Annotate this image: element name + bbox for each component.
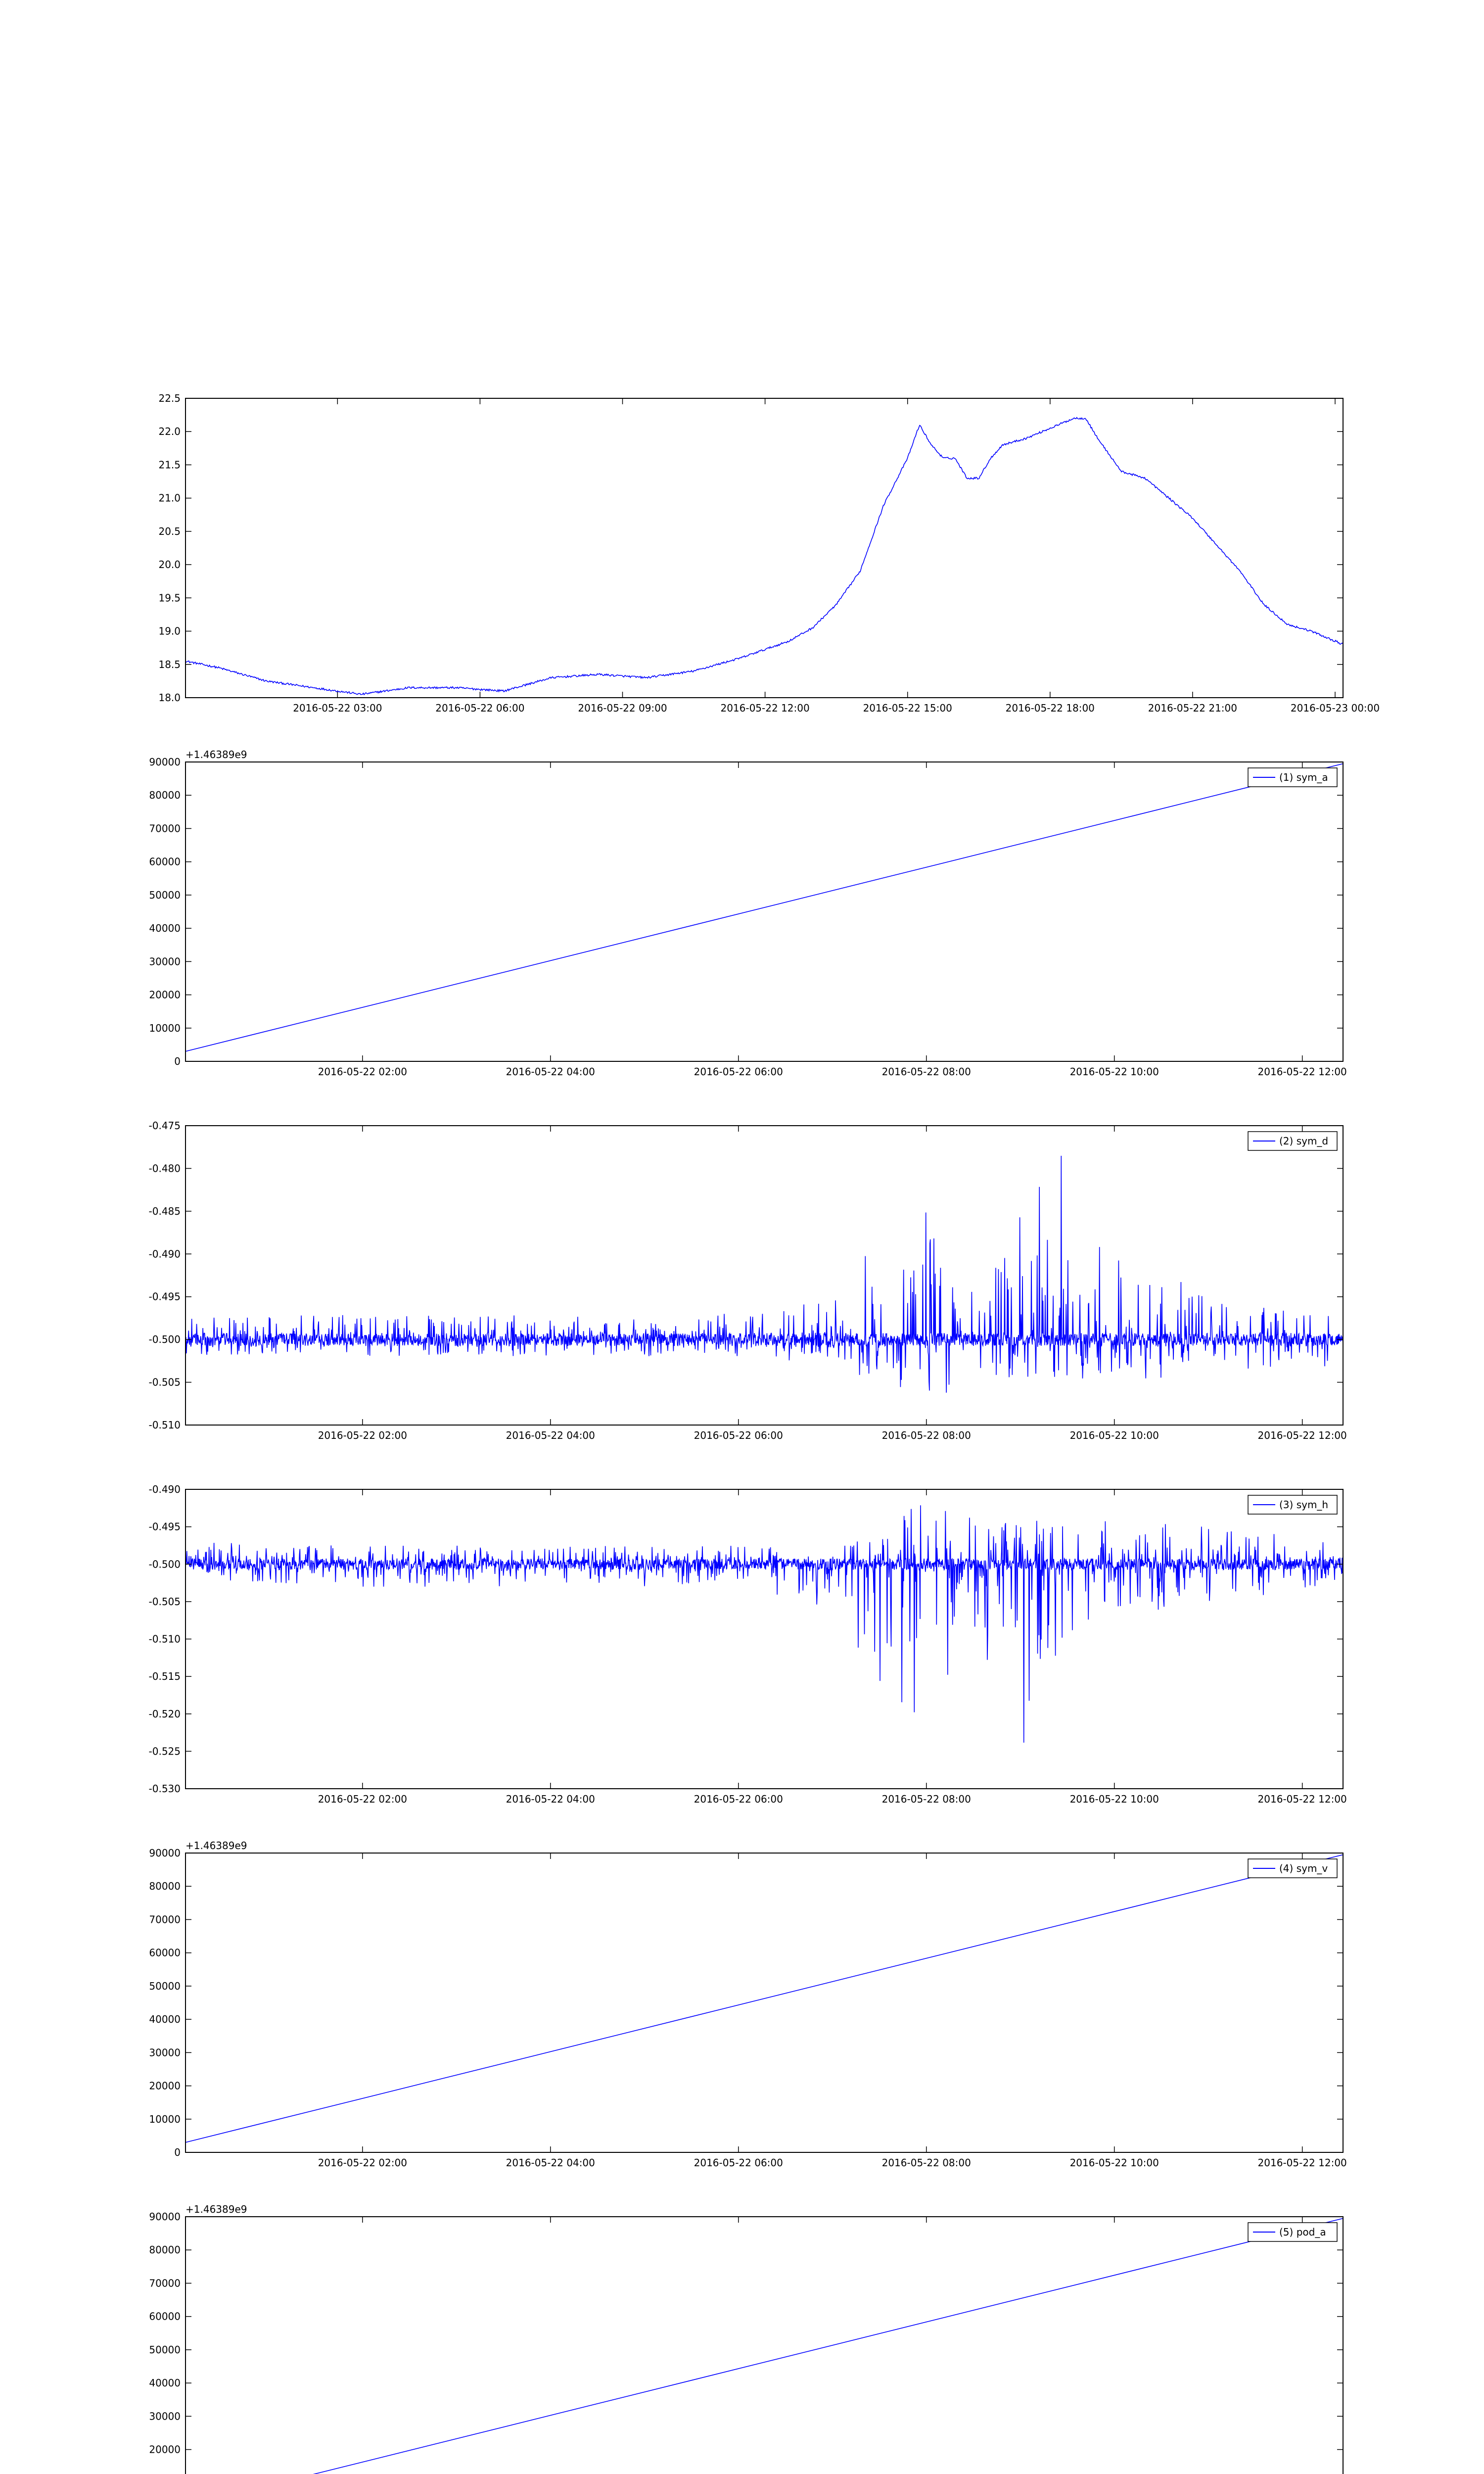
y-tick-label: 80000 xyxy=(149,1880,181,1893)
y-tick-label: -0.525 xyxy=(148,1745,181,1758)
x-tick-label: 2016-05-22 06:00 xyxy=(694,1793,783,1805)
y-tick-label: 0 xyxy=(174,2146,181,2158)
plot-area xyxy=(186,1855,1343,2142)
y-tick-label: 18.0 xyxy=(158,692,181,704)
x-tick-label: 2016-05-22 03:00 xyxy=(293,702,382,714)
x-tick-label: 2016-05-22 08:00 xyxy=(881,1793,971,1805)
y-tick-label: -0.495 xyxy=(148,1521,181,1533)
y-tick-label: -0.510 xyxy=(148,1633,181,1645)
y-tick-label: 90000 xyxy=(149,2211,181,2223)
chart-panel-1 xyxy=(149,749,1346,1078)
y-tick-label: 60000 xyxy=(149,1947,181,1959)
x-tick-label: 2016-05-22 12:00 xyxy=(1257,1066,1347,1078)
legend xyxy=(1248,1132,1337,1150)
legend-label: (2) sym_d xyxy=(1279,1135,1329,1147)
x-tick-label: 2016-05-22 06:00 xyxy=(435,702,525,714)
x-tick-label: 2016-05-22 02:00 xyxy=(318,1429,407,1441)
x-tick-label: 2016-05-22 12:00 xyxy=(1257,1793,1347,1805)
y-tick-label: 30000 xyxy=(149,2410,181,2423)
x-tick-label: 2016-05-22 08:00 xyxy=(881,1066,971,1078)
y-tick-label: -0.520 xyxy=(148,1708,181,1720)
y-tick-label: 19.0 xyxy=(158,625,181,637)
y-tick-label: -0.505 xyxy=(148,1595,181,1608)
series-line-3-0 xyxy=(186,1505,1343,1743)
x-tick-label: 2016-05-22 10:00 xyxy=(1069,2157,1159,2169)
series-line-0-0 xyxy=(186,418,1343,695)
legend xyxy=(1248,768,1337,787)
axis-offset-label: +1.46389e9 xyxy=(186,1840,247,1852)
legend xyxy=(1248,2223,1337,2241)
series-line-4-0 xyxy=(186,1855,1343,2142)
legend-label: (4) sym_v xyxy=(1279,1862,1328,1874)
y-tick-label: 80000 xyxy=(149,2244,181,2256)
x-tick-label: 2016-05-22 02:00 xyxy=(318,1793,407,1805)
y-tick-label: -0.505 xyxy=(148,1376,181,1388)
y-tick-label: 20.0 xyxy=(158,559,181,571)
x-tick-label: 2016-05-22 08:00 xyxy=(881,2157,971,2169)
y-tick-label: -0.490 xyxy=(148,1248,181,1260)
y-tick-label: -0.500 xyxy=(148,1558,181,1570)
axes-frame xyxy=(186,2217,1343,2474)
chart-panel-5 xyxy=(149,2203,1346,2474)
x-tick-label: 2016-05-22 18:00 xyxy=(1005,702,1095,714)
y-tick-label: 20000 xyxy=(149,2080,181,2092)
axes-frame xyxy=(186,398,1343,698)
x-tick-label: 2016-05-22 10:00 xyxy=(1069,1429,1159,1441)
x-tick-label: 2016-05-22 06:00 xyxy=(694,1429,783,1441)
y-tick-label: 30000 xyxy=(149,2046,181,2059)
y-tick-label: 50000 xyxy=(149,1980,181,1992)
y-tick-label: -0.485 xyxy=(148,1205,181,1217)
x-tick-label: 2016-05-22 02:00 xyxy=(318,2157,407,2169)
series-line-2-0 xyxy=(186,1156,1343,1393)
series-line-5-0 xyxy=(186,2218,1343,2474)
x-tick-label: 2016-05-22 12:00 xyxy=(720,702,810,714)
y-tick-label: 21.5 xyxy=(158,459,181,471)
chart-panel-4 xyxy=(149,1840,1346,2169)
x-tick-label: 2016-05-22 10:00 xyxy=(1069,1066,1159,1078)
y-tick-label: 20000 xyxy=(149,989,181,1001)
chart-panel-2 xyxy=(149,1120,1347,1441)
y-tick-label: -0.515 xyxy=(148,1670,181,1683)
x-tick-label: 2016-05-22 04:00 xyxy=(506,1429,595,1441)
x-tick-label: 2016-05-22 04:00 xyxy=(506,1793,595,1805)
x-tick-label: 2016-05-22 02:00 xyxy=(318,1066,407,1078)
axes-frame xyxy=(186,1489,1343,1789)
y-tick-label: 21.0 xyxy=(158,492,181,504)
y-tick-label: 90000 xyxy=(149,1847,181,1859)
legend-label: (1) sym_a xyxy=(1279,771,1328,783)
legend xyxy=(1248,1495,1337,1514)
y-tick-label: 70000 xyxy=(149,822,181,835)
legend-label: (3) sym_h xyxy=(1279,1499,1329,1511)
plot-area xyxy=(186,763,1343,1051)
y-tick-label: -0.530 xyxy=(148,1783,181,1795)
x-tick-label: 2016-05-22 12:00 xyxy=(1257,2157,1347,2169)
plot-area xyxy=(186,2218,1343,2474)
y-tick-label: 60000 xyxy=(149,856,181,868)
y-tick-label: 80000 xyxy=(149,789,181,802)
y-tick-label: 22.5 xyxy=(158,392,181,404)
y-tick-label: 30000 xyxy=(149,955,181,968)
x-tick-label: 2016-05-22 06:00 xyxy=(694,2157,783,2169)
x-tick-label: 2016-05-22 04:00 xyxy=(506,1066,595,1078)
x-tick-label: 2016-05-22 21:00 xyxy=(1148,702,1238,714)
axis-offset-label: +1.46389e9 xyxy=(186,749,247,761)
y-tick-label: 22.0 xyxy=(158,426,181,438)
y-tick-label: -0.495 xyxy=(148,1290,181,1303)
x-tick-label: 2016-05-22 04:00 xyxy=(506,2157,595,2169)
y-tick-label: 90000 xyxy=(149,756,181,768)
y-tick-label: -0.510 xyxy=(148,1419,181,1431)
legend xyxy=(1248,1859,1337,1878)
y-tick-label: 40000 xyxy=(149,922,181,935)
y-tick-label: 50000 xyxy=(149,2343,181,2356)
plot-area xyxy=(186,418,1343,695)
y-tick-label: -0.490 xyxy=(148,1483,181,1495)
y-tick-label: 10000 xyxy=(149,2113,181,2125)
y-tick-label: 70000 xyxy=(149,1913,181,1926)
axes-frame xyxy=(186,1126,1343,1425)
y-tick-label: -0.500 xyxy=(148,1333,181,1346)
axis-offset-label: +1.46389e9 xyxy=(186,2203,247,2215)
y-tick-label: 20000 xyxy=(149,2443,181,2456)
y-tick-label: 40000 xyxy=(149,2013,181,2026)
y-tick-label: 0 xyxy=(174,1055,181,1067)
y-tick-label: 20.5 xyxy=(158,525,181,537)
y-tick-label: 18.5 xyxy=(158,658,181,670)
x-tick-label: 2016-05-22 10:00 xyxy=(1069,1793,1159,1805)
chart-panel-3 xyxy=(149,1483,1347,1805)
chart-panel-0 xyxy=(158,392,1380,714)
y-tick-label: 50000 xyxy=(149,889,181,901)
x-tick-label: 2016-05-23 00:00 xyxy=(1290,702,1380,714)
legend-label: (5) pod_a xyxy=(1279,2226,1326,2238)
y-tick-label: 10000 xyxy=(149,1022,181,1034)
y-tick-label: 19.5 xyxy=(158,592,181,604)
x-tick-label: 2016-05-22 15:00 xyxy=(863,702,952,714)
x-tick-label: 2016-05-22 08:00 xyxy=(881,1429,971,1441)
series-line-1-0 xyxy=(186,763,1343,1051)
y-tick-label: -0.480 xyxy=(148,1162,181,1175)
x-tick-label: 2016-05-22 12:00 xyxy=(1257,1429,1347,1441)
x-tick-label: 2016-05-22 06:00 xyxy=(694,1066,783,1078)
y-tick-label: 70000 xyxy=(149,2277,181,2289)
x-tick-label: 2016-05-22 09:00 xyxy=(578,702,667,714)
y-tick-label: 60000 xyxy=(149,2310,181,2323)
y-tick-label: -0.475 xyxy=(148,1120,181,1132)
plot-area xyxy=(186,1156,1343,1393)
y-tick-label: 40000 xyxy=(149,2377,181,2389)
plot-area xyxy=(186,1505,1343,1743)
